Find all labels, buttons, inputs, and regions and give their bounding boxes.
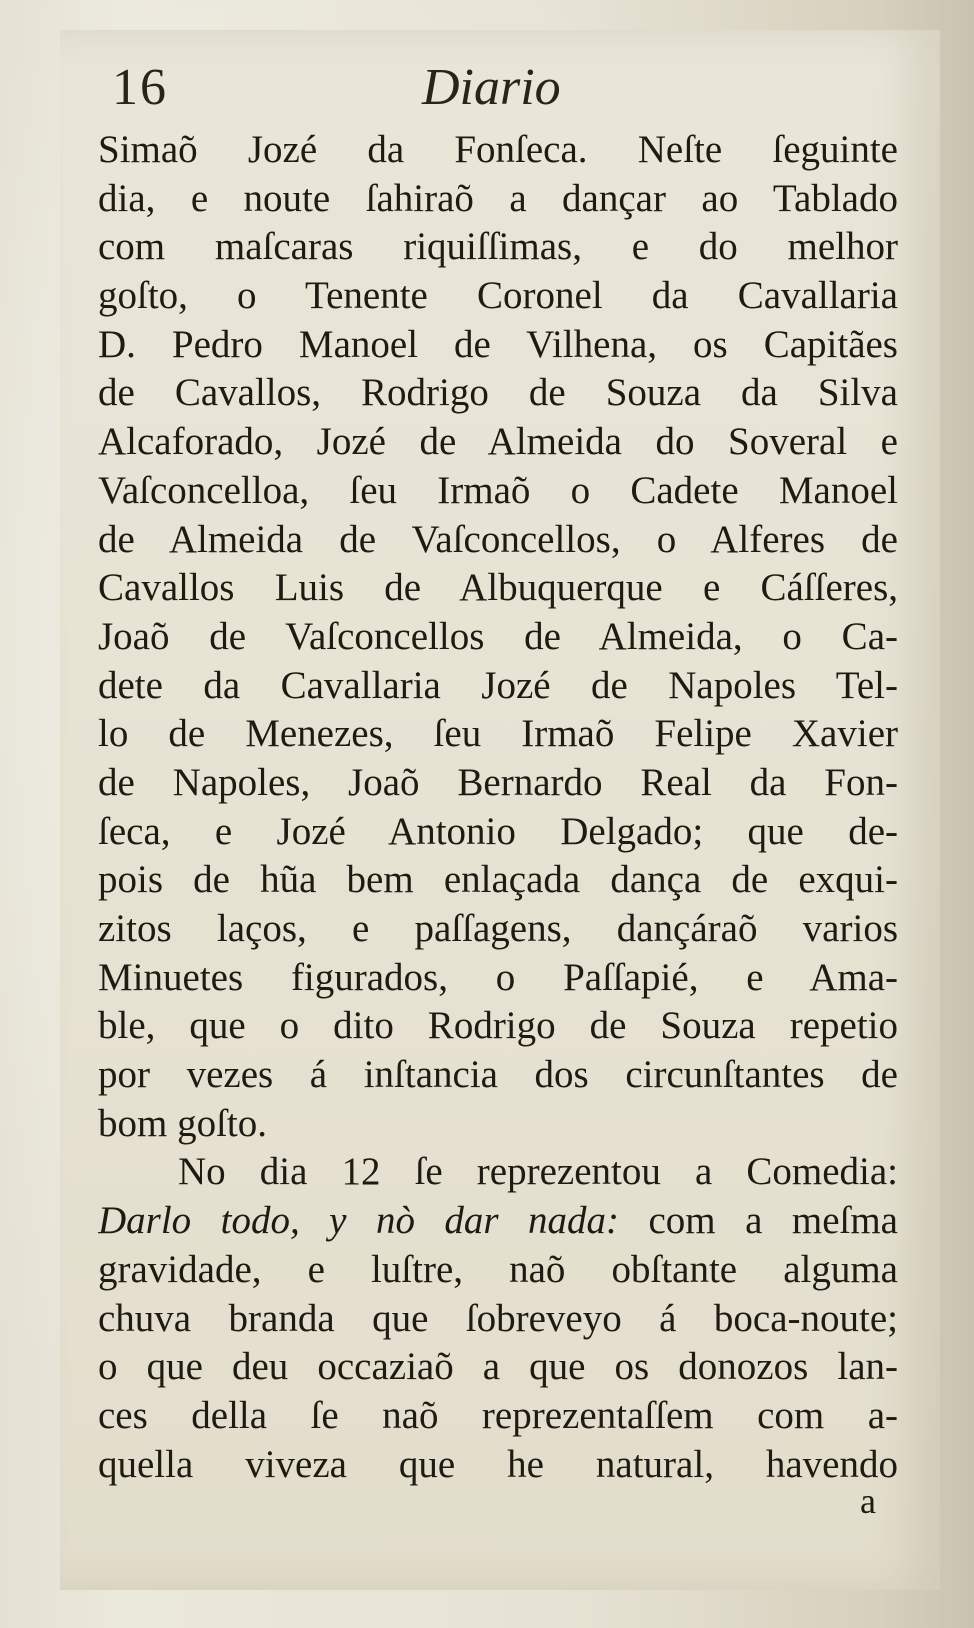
text-line: por vezes á inſtancia dos circunſtantes de (98, 1053, 898, 1097)
page-header (112, 58, 872, 128)
text-line: ces della ſe naõ reprezentaſſem com a- (98, 1393, 898, 1437)
text-line: zitos laços, e paſſagens, dançáraõ varios (98, 907, 898, 950)
text-line: quella viveza que he natural, havendo (98, 1442, 898, 1486)
text-line: pois de hũa bem enlaçada dança de exqui- (98, 858, 898, 902)
text-line: de Napoles, Joaõ Bernardo Real da Fon- (98, 760, 898, 804)
play-title: Darlo todo, y nò dar nada: (98, 1199, 620, 1243)
text-line: Alcaforado, Jozé de Almeida do Soveral e (98, 420, 898, 464)
text-line: Minuetes figurados, o Paſſapié, e Ama- (98, 955, 898, 999)
text-line: dete da Cavallaria Jozé de Napoles Tel- (98, 663, 898, 707)
page-number: 16 (112, 59, 168, 116)
text-line: dia, e noute ſahiraõ a dançar ao Tablado (98, 176, 898, 220)
catchword: a (860, 1481, 876, 1521)
text-line: de Cavallos, Rodrigo de Souza da Silva (98, 371, 898, 415)
text-line: gravidade, e luſtre, naõ obſtante alguma (98, 1247, 898, 1291)
text-line: de Almeida de Vaſconcellos, o Alferes de (98, 517, 898, 561)
text-line: bom goſto. (98, 1101, 268, 1145)
text-line: goſto, o Tenente Coronel da Cavallaria (98, 274, 898, 318)
text-line: chuva branda que ſobreveyo á boca-noute; (98, 1296, 898, 1340)
text-span: com a meſma (619, 1199, 898, 1243)
text-line: D. Pedro Manoel de Vilhena, os Capitães (98, 322, 898, 366)
paragraph-start-line: No dia 12 ſe reprezentou a Comedia: (178, 1150, 898, 1194)
text-line: Joaõ de Vaſconcellos de Almeida, o Ca- (98, 614, 898, 658)
text-line: ſeca, e Jozé Antonio Delgado; que de- (98, 809, 898, 853)
text-line: lo de Menezes, ſeu Irmaõ Felipe Xavier (98, 712, 898, 756)
text-line: ble, que o dito Rodrigo de Souza repetio (98, 1004, 898, 1048)
text-line-with-title (98, 1197, 898, 1246)
text-line: Vaſconcelloa, ſeu Irmaõ o Cadete Manoel (98, 468, 898, 512)
text-line: o que deu occaziaõ a que os donozos lan- (98, 1345, 898, 1389)
text-line: com maſcaras riquiſſimas, e do melhor (98, 225, 898, 269)
body-text (98, 126, 898, 1489)
text-line: Cavallos Luis de Albuquerque e Cáſſeres, (98, 566, 898, 610)
running-head: Diario (422, 59, 561, 116)
text-line: Simaõ Jozé da Fonſeca. Neſte ſeguinte (98, 128, 898, 171)
